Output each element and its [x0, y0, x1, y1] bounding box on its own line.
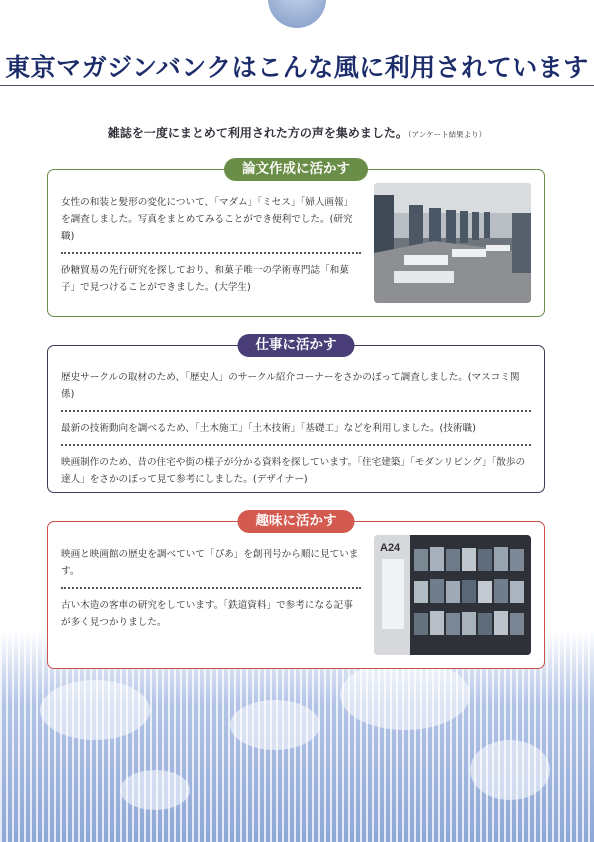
subtitle-note: （アンケート結果より）: [407, 130, 487, 139]
testimonial-entry: 女性の和装と髪形の変化について、「マダム」「ミセス」「婦人画報」を調査しました。写真をまとめてみることができ便利でした。(研究職): [61, 197, 354, 242]
dotted-divider: [61, 252, 361, 254]
subtitle-text: 雑誌を一度にまとめて利用された方の声を集めました。: [107, 126, 408, 140]
section-hobby: [47, 513, 545, 669]
testimonial-entry: 古い木造の客車の研究をしています。「鉄道資料」で参考になる記事が多く見つかりました。: [61, 600, 353, 628]
reading-room-photo: [374, 183, 531, 303]
subtitle: [0, 124, 594, 141]
magazine-shelf-photo: [374, 535, 531, 655]
testimonial-entry: 最新の技術動向を調べるため、「土木施工」「土木技術」「基礎工」などを利用しました。(技術職): [61, 423, 476, 434]
section-label-thesis: 論文作成に活かす: [224, 158, 368, 181]
page-title: 東京マガジンバンクはこんな風に利用されています: [5, 53, 589, 82]
section-entries: [61, 546, 361, 631]
testimonial-entry: 歴史サークルの取材のため、「歴史人」のサークル紹介コーナーをさかのぼって調査しました。(マスコミ関係): [61, 372, 520, 400]
dotted-divider: [61, 444, 531, 446]
background-map-shape: [120, 770, 190, 810]
header-circle-ornament: [268, 0, 326, 28]
section-thesis: [47, 161, 545, 317]
background-map-shape: [470, 740, 550, 800]
background-map-shape: [340, 660, 470, 730]
section-work: [47, 337, 545, 493]
title-rule: [0, 85, 594, 86]
section-label-hobby: 趣味に活かす: [238, 510, 355, 533]
testimonial-entry: 映画制作のため、昔の住宅や街の様子が分かる資料を探しています。「住宅建築」「モダンリビング」「散歩の達人」をさかのぼって見て参考にしました。(デザイナー): [61, 457, 526, 485]
shelf-sign-text: A24: [380, 542, 401, 554]
background-map-shape: [230, 700, 320, 750]
dotted-divider: [61, 410, 531, 412]
background-map-shape: [40, 680, 150, 740]
dotted-divider: [61, 587, 361, 589]
testimonial-entry: 映画と映画館の歴史を調べていて「ぴあ」を創刊号から順に見ています。: [61, 549, 359, 577]
section-entries: [61, 369, 531, 488]
testimonial-entry: 砂糖貿易の先行研究を探しており、和菓子唯一の学術専門誌「和菓子」で見つけることができました。(大学生): [61, 265, 349, 293]
section-entries: [61, 194, 361, 296]
section-label-work: 仕事に活かす: [238, 334, 355, 357]
